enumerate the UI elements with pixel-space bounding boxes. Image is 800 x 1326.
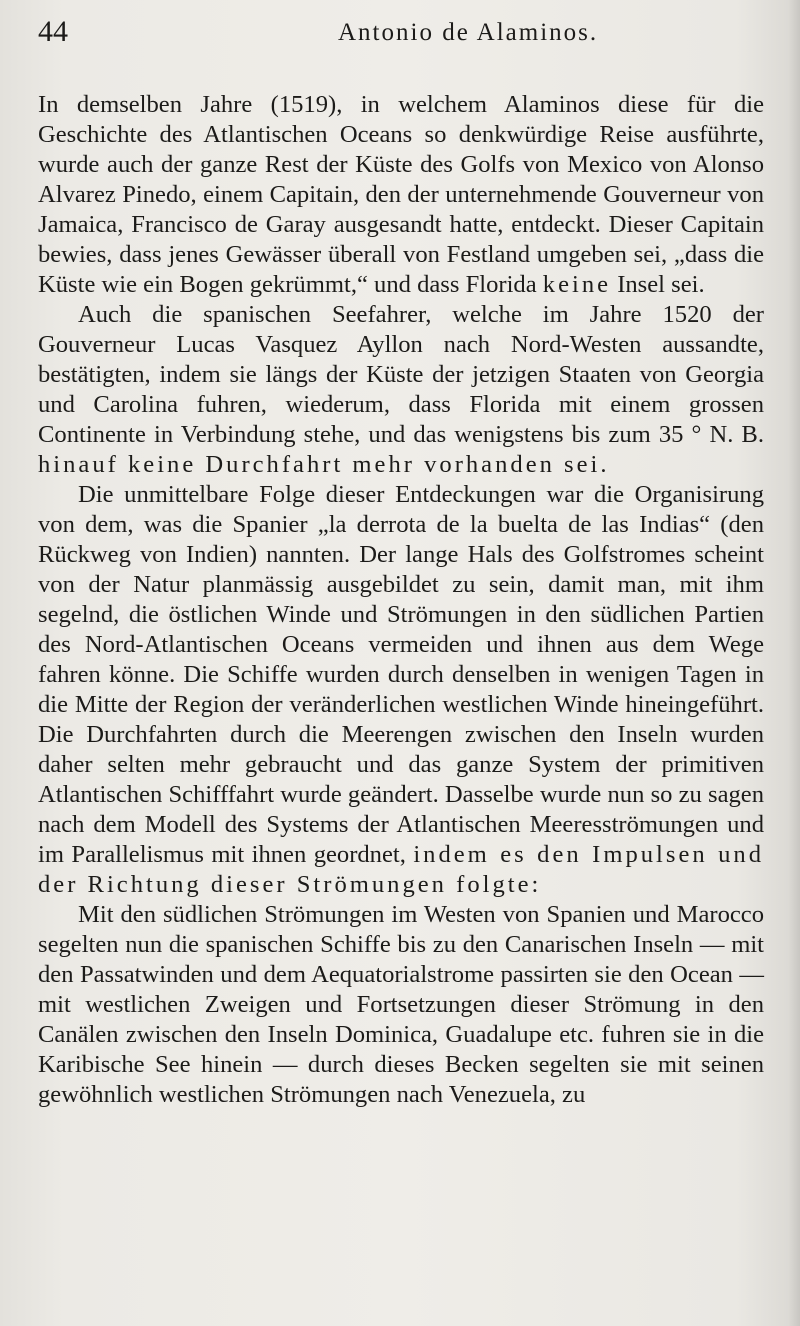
page-edge-shadow xyxy=(788,0,800,1326)
paragraph-1 xyxy=(38,90,764,300)
paragraph-4 xyxy=(38,900,764,1110)
spaced-emphasis: keine xyxy=(542,271,612,298)
text-run: Insel sei. xyxy=(611,271,705,298)
paragraph-2 xyxy=(38,300,764,480)
page-number: 44 xyxy=(38,15,68,48)
paragraph-3 xyxy=(38,480,764,900)
text-run: Mit den südlichen Strömungen im Westen von Spanien und Marocco segelten nun die spanischen Schiffe bis zu den Canarischen Inseln — mit den Passatwinden und dem Aequatorialstrome passirten sie den Ocean — mit westlichen Zweigen und Fortsetzungen dieser Strömung in den Canälen zwischen den Inseln Dominica, Guadalupe etc. fuhren sie in die Karibische See hinein — durch dieses Becken segelten sie mit seinen gewöhnlich westlichen Strömungen nach Venezuela, zu xyxy=(38,901,764,1108)
page-header xyxy=(38,12,770,52)
page-body xyxy=(38,90,764,1110)
running-head: Antonio de Alaminos. xyxy=(338,19,599,46)
spaced-emphasis: indem es den Impulsen und der Richtung dieser Strömungen folgte: xyxy=(38,841,764,898)
text-run: Die unmittelbare Folge dieser Entdeckungen war die Organisirung von dem, was die Spanier „la derrota de la buelta de las Indias“ (den Rückweg von Indien) nannten. Der lange Hals des Golfstromes scheint von der Natur planmässig ausgebildet zu sein, damit man, mit ihm segelnd, die östlichen Winde und Strömungen in den südlichen Partien des Nord-Atlantischen Oceans vermeiden und ihnen aus dem Wege fahren könne. Die Schiffe wurden durch denselben in wenigen Tagen in die Mitte der Region der veränderlichen westlichen Winde hineingeführt. Die Durchfahrten durch die Meerengen zwischen den Inseln wurden daher selten mehr gebraucht und das ganze System der primitiven Atlantischen Schifffahrt wurde geändert. Dasselbe wurde nun so zu sagen nach dem Modell des Systems der Atlantischen Meeresströmungen und im Parallelismus mit ihnen geordnet, xyxy=(38,481,764,868)
text-run: Auch die spanischen Seefahrer, welche im Jahre 1520 der Gouverneur Lucas Vasquez Ayllon nach Nord-Westen aussandte, bestätigten, indem sie längs der Küste der jetzigen Staaten von Georgia und Carolina fuhren, wiederum, dass Florida mit einem grossen Continente in Verbindung stehe, und das wenigstens bis zum 35 ° N. B. xyxy=(38,301,764,448)
spaced-emphasis: hinauf keine Durchfahrt mehr vorhanden sei. xyxy=(38,451,610,478)
text-run: In demselben Jahre (1519), in welchem Alaminos diese für die Geschichte des Atlantischen Oceans so denkwürdige Reise ausführte, wurde auch der ganze Rest der Küste des Golfs von Mexico von Alonso Alvarez Pinedo, einem Capitain, den der unternehmende Gouverneur von Jamaica, Francisco de Garay ausgesandt hatte, entdeckt. Dieser Capitain bewies, dass jenes Gewässer überall von Festland umgeben sei, „dass die Küste wie ein Bogen gekrümmt,“ und dass Florida xyxy=(38,91,764,298)
